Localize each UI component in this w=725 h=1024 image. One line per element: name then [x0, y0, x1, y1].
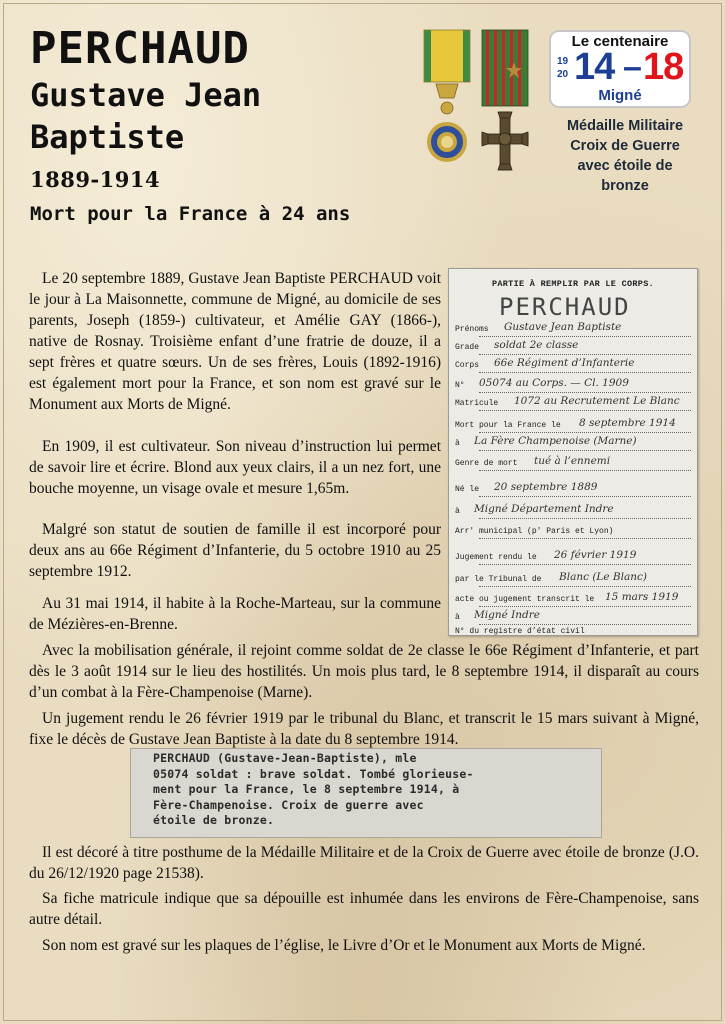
- card-field-line: [479, 585, 691, 587]
- paragraph-memorial: Son nom est gravé sur les plaques de l’église, le Livre d’Or et le Monument aux Morts de Migné.: [42, 937, 646, 954]
- card-field-line: [479, 371, 691, 373]
- card-field-label: Jugement rendu le: [455, 553, 537, 562]
- card-name: PERCHAUD: [499, 293, 631, 321]
- card-field-line: [479, 469, 691, 471]
- card-field-label: Matricule: [455, 399, 499, 408]
- given-names-line1: Gustave Jean: [30, 76, 262, 114]
- logo-small-20: 20: [557, 69, 569, 80]
- card-field-label: Genre de mort: [455, 459, 518, 468]
- death-note: Mort pour la France à 24 ans: [30, 203, 351, 225]
- paragraph-mobilisation: Avec la mobilisation générale, il rejoint comme soldat de 2e classe le 66e Régiment d’Infanterie, et part dès le 3 août 1914 sur le lieu des hostilités. Un mois plus tard, le 8 septembre 1914, il disparaît au cours d’un combat à la Fère-Champenoise (Marne).: [29, 642, 699, 701]
- title-block: [30, 23, 410, 226]
- card-field-line: [479, 391, 691, 393]
- caption-line: bronze: [601, 178, 649, 194]
- logo-top-text: Le centenaire: [571, 33, 669, 50]
- surname: PERCHAUD: [30, 23, 250, 74]
- given-names-line2: Baptiste: [30, 118, 185, 156]
- card-field-value: 66e Régiment d’Infanterie: [494, 357, 635, 369]
- card-field-value: soldat 2e classe: [494, 339, 579, 351]
- paragraph-judgement: Un jugement rendu le 26 février 1919 par le tribunal du Blanc, et transcrit le 15 mars suivant à Migné, fixe le décès de Gustave Jean Baptiste à la date du 8 septembre 1914.: [29, 710, 699, 748]
- card-field-line: [479, 537, 691, 539]
- card-field-line: [479, 335, 691, 337]
- card-field-line: [479, 431, 691, 433]
- death-record-card: [448, 268, 698, 636]
- medals-image: [418, 28, 548, 178]
- card-field-label: à: [455, 439, 460, 448]
- card-field-label: à: [455, 613, 460, 622]
- card-field-value: 20 septembre 1889: [494, 481, 598, 493]
- card-field-label: Prénoms: [455, 325, 489, 334]
- card-field-value: La Fère Champenoise (Marne): [474, 435, 637, 447]
- card-field-label: Grade: [455, 343, 480, 352]
- paragraph-1914-address: Au 31 mai 1914, il habite à la Roche-Marteau, sur la commune de Mézières-en-Brenne.: [29, 595, 441, 633]
- decorations-caption: [555, 116, 695, 196]
- newspaper-clipping: [130, 748, 602, 838]
- card-field-line: [479, 409, 691, 411]
- card-field-value: tué à l’ennemi: [534, 455, 611, 467]
- logo-14: 14: [574, 46, 615, 88]
- paragraph-burial: Sa fiche matricule indique que sa dépouille est inhumée dans les environs de Fère-Champenoise, sans autre détail.: [29, 890, 699, 928]
- logo-small-19: 19: [557, 56, 569, 67]
- medals-icon: [418, 28, 548, 178]
- card-field-value: Blanc (Le Blanc): [559, 571, 648, 583]
- card-field-line: [479, 563, 691, 565]
- card-field-value: 05074 au Corps. — Cl. 1909: [479, 377, 629, 389]
- card-field-value: Migné Indre: [474, 609, 541, 621]
- card-field-line: [479, 495, 691, 497]
- card-field-label: Arr' municipal (p' Paris et Lyon): [455, 527, 614, 536]
- logo-dash: –: [623, 48, 642, 86]
- card-field-value: Gustave Jean Baptiste: [504, 321, 622, 333]
- card-field-line: [479, 605, 691, 607]
- card-field-line: [479, 449, 691, 451]
- life-years: 1889-1914: [30, 167, 161, 192]
- logo-town: Migné: [598, 87, 642, 104]
- clipping-text: PERCHAUD (Gustave-Jean-Baptiste), mle 05074 soldat : brave soldat. Tombé glorieuse- ment pour la France, le 8 septembre 1914, à Fère-Champenoise. Croix de guerre avec étoile de bronze.: [153, 751, 474, 827]
- paragraph-birth: Le 20 septembre 1889, Gustave Jean Baptiste PERCHAUD voit le jour à La Maisonnette, commune de Migné, au domicile de ses parents, Joseph (1859-) cultivateur, et Amélie GAY (1866-), native de Rosnay. Troisième enfant d’une fratrie de douze, il a sept frères et quatre sœurs. Un de ses frères, Louis (1892-1916) est également mort pour la France, et son nom est gravé sur le Monument aux Morts de Migné.: [29, 270, 441, 413]
- caption-line: Médaille Militaire: [566, 118, 684, 134]
- card-field-label: Corps: [455, 361, 480, 370]
- paragraph-1909: En 1909, il est cultivateur. Son niveau d’instruction lui permet de savoir lire et écrire. Blond aux yeux clairs, il a un nez fort, une bouche moyenne, un visage ovale et mesure 1,65m.: [29, 438, 441, 497]
- card-field-label: Mort pour la France le: [455, 421, 561, 430]
- card-field-value: 8 septembre 1914: [579, 417, 676, 429]
- card-field-value: 15 mars 1919: [605, 591, 679, 603]
- logo-18: 18: [643, 46, 684, 88]
- card-heading: PARTIE À REMPLIR PAR LE CORPS.: [491, 279, 655, 289]
- card-field-label: acte ou jugement transcrit le: [455, 595, 595, 604]
- centenaire-logo: [549, 30, 691, 108]
- card-field-value: Migné Département Indre: [474, 503, 614, 515]
- card-field-label: Né le: [455, 485, 480, 494]
- card-field-label: par le Tribunal de: [455, 575, 542, 584]
- card-field-label: à: [455, 507, 460, 516]
- caption-line: avec étoile de: [577, 158, 673, 174]
- card-field-label: N°: [455, 381, 465, 390]
- caption-line: Croix de Guerre: [570, 138, 680, 154]
- card-field-value: 26 février 1919: [554, 549, 637, 561]
- card-field-line: [479, 353, 691, 355]
- card-field-line: [479, 517, 691, 519]
- card-field-label: N° du registre d’état civil: [455, 627, 585, 636]
- card-field-line: [479, 623, 691, 625]
- paragraph-decorations: Il est décoré à titre posthume de la Médaille Militaire et de la Croix de Guerre avec étoile de bronze (J.O. du 26/12/1920 page 21538).: [29, 844, 699, 882]
- paragraph-incorporation: Malgré son statut de soutien de famille il est incorporé pour deux ans au 66e Régiment d’Infanterie, du 5 octobre 1910 au 25 septembre 1912.: [29, 521, 441, 580]
- card-field-value: 1072 au Recrutement Le Blanc: [514, 395, 680, 407]
